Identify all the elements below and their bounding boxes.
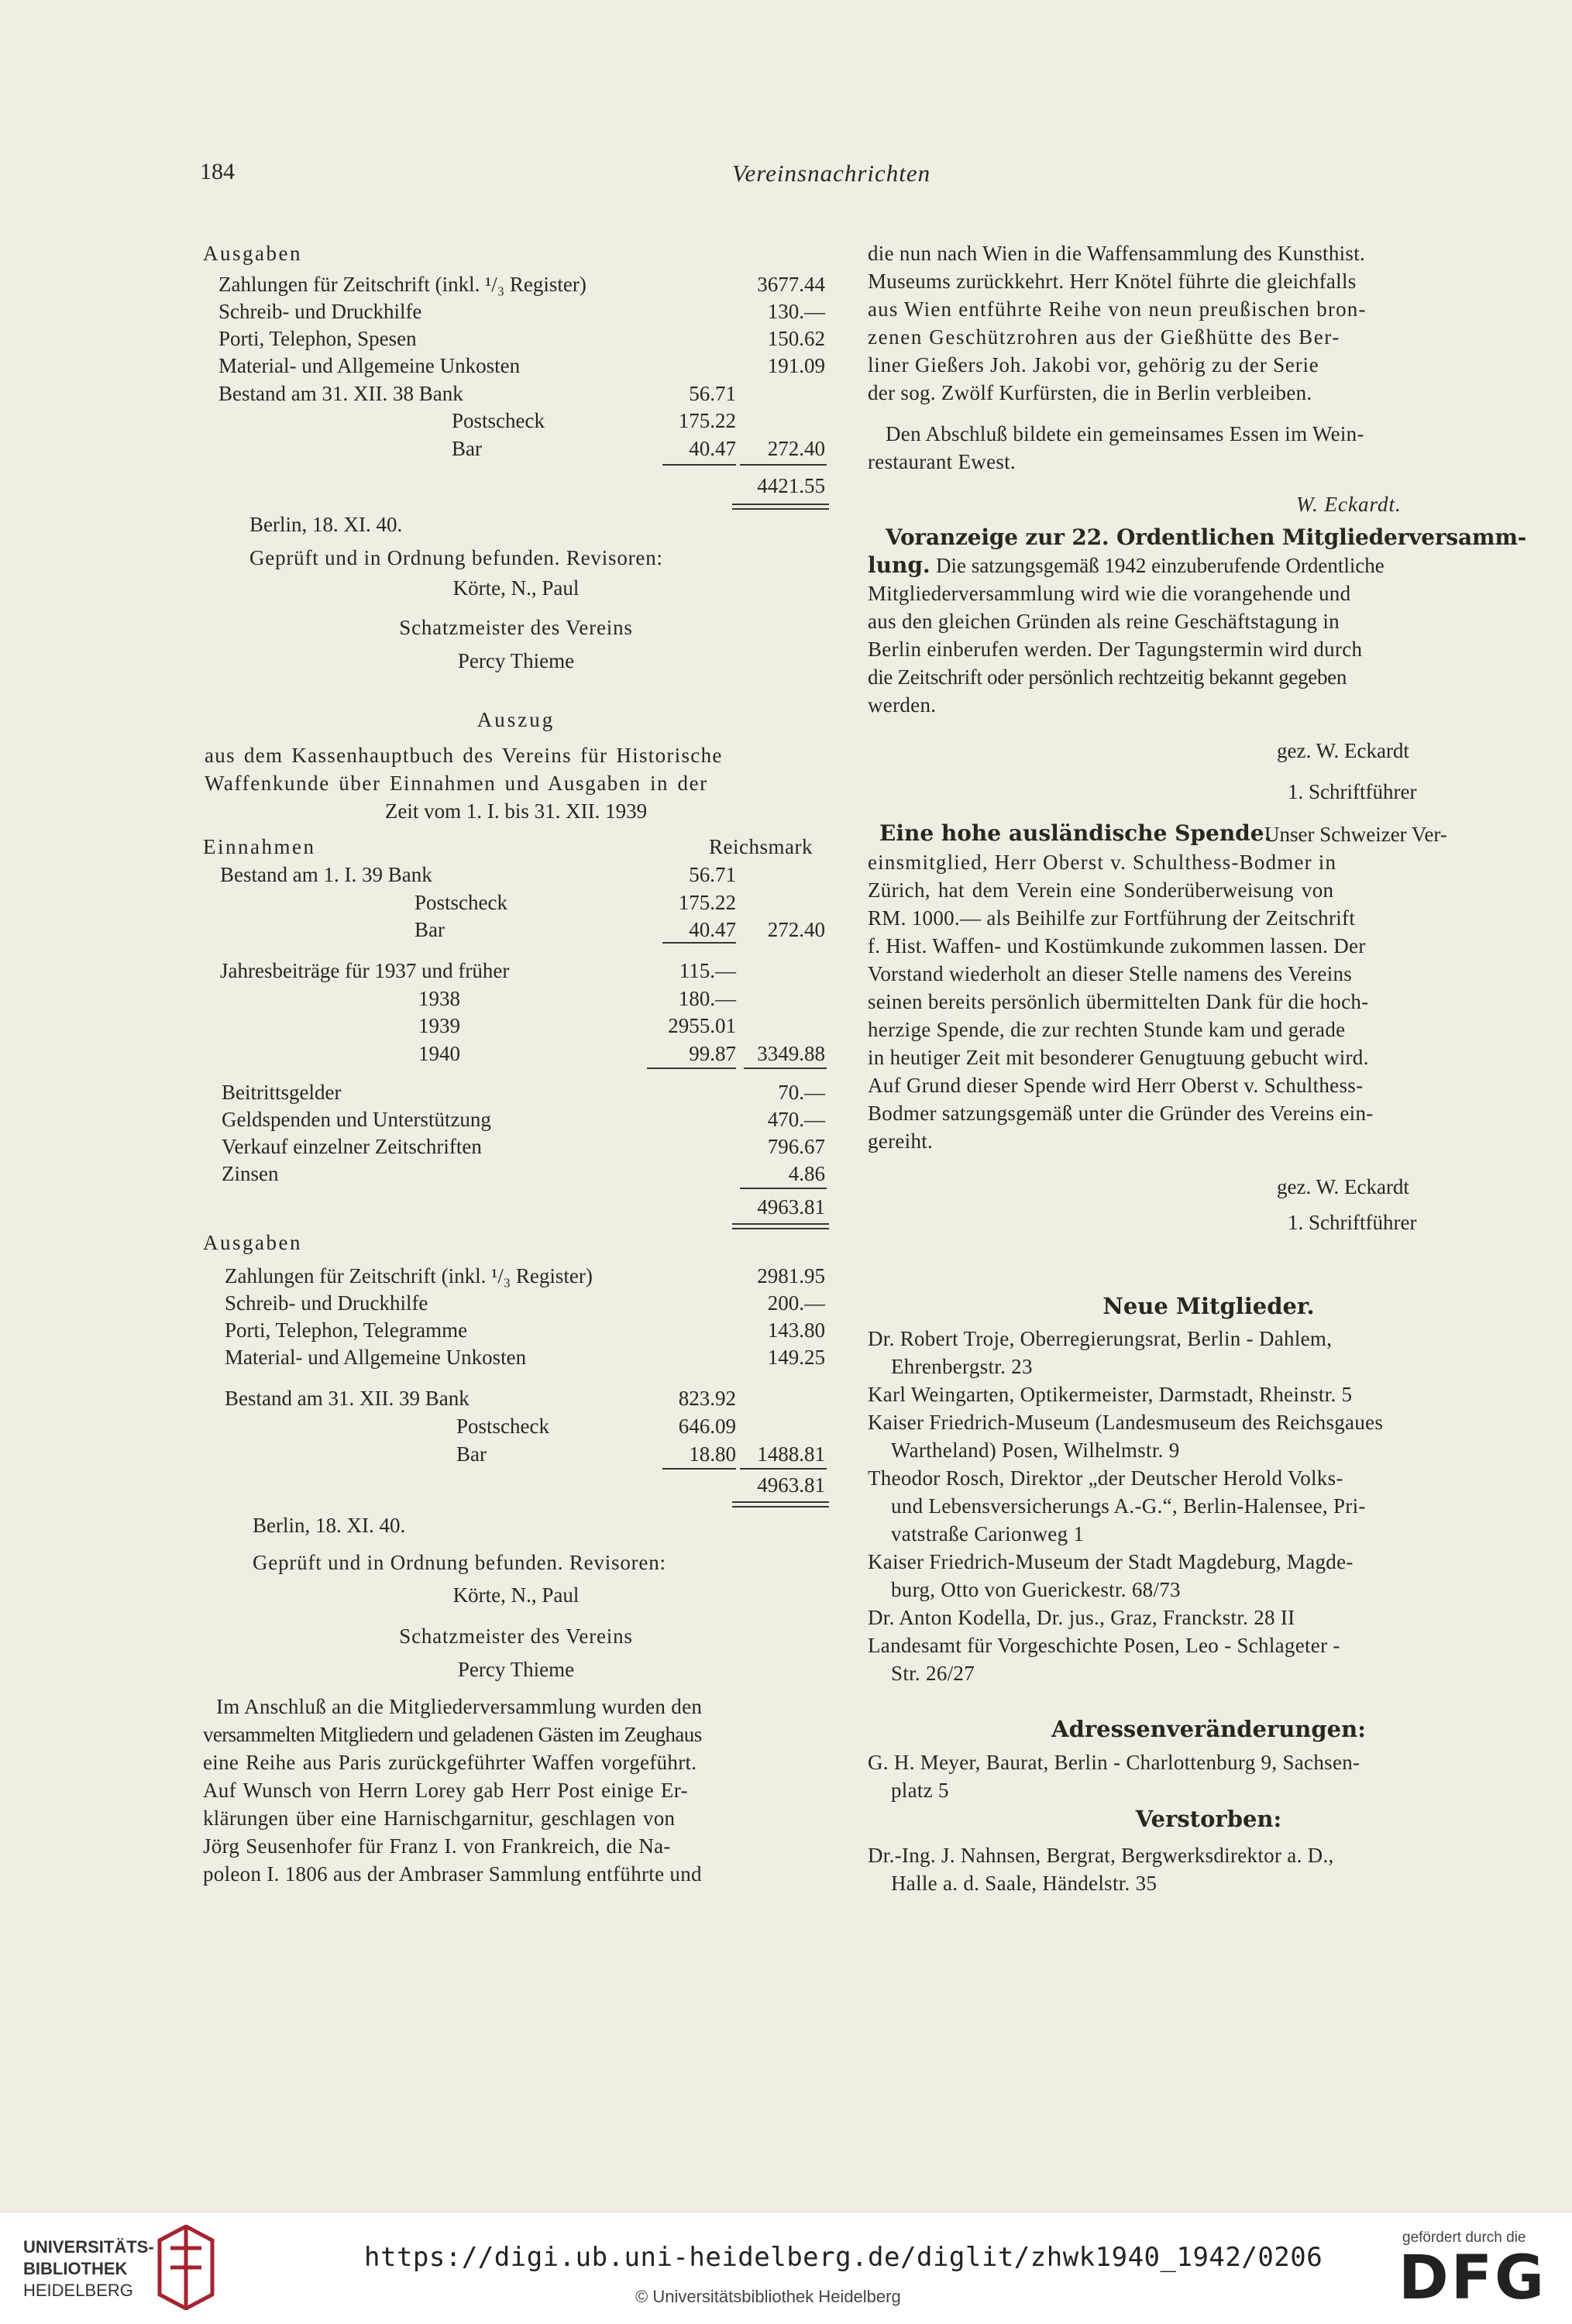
paragraph-line: Den Abschluß bildete ein gemeinsames Essen im Wein- bbox=[886, 422, 1364, 445]
double-rule bbox=[732, 1223, 829, 1225]
paragraph-line: poleon I. 1806 aus der Ambraser Sammlung entführte und bbox=[203, 1862, 702, 1886]
deceased-line: Dr.-Ing. J. Nahnsen, Bergrat, Bergwerksdirektor a. D., bbox=[868, 1844, 1334, 1867]
paragraph-line: in heutiger Zeit mit besonderer Genugtuung gebucht wird. bbox=[868, 1046, 1369, 1069]
paragraph-line: versammelten Mitgliedern und geladenen Gästen im Zeughaus bbox=[203, 1723, 702, 1746]
currency-label: Reichsmark bbox=[709, 835, 813, 858]
page-number: 184 bbox=[200, 159, 235, 184]
beitrag-amount: 180.— bbox=[678, 987, 736, 1010]
sum-rule bbox=[744, 1067, 827, 1069]
other-label: Verkauf einzelner Zeitschriften bbox=[222, 1135, 482, 1158]
double-rule bbox=[732, 1228, 829, 1229]
voranzeige-title: Voranzeige zur 22. Ordentlichen Mitgliederversamm- bbox=[886, 524, 1527, 550]
auditors-line: Geprüft und in Ordnung befunden. Revisoren: bbox=[253, 1551, 666, 1574]
bestand-amount: 40.47 bbox=[689, 437, 736, 460]
beitrag-label: 1938 bbox=[418, 987, 460, 1010]
table-row-label: Material- und Allgemeine Unkosten bbox=[218, 354, 521, 377]
sum-total: 4963.81 bbox=[757, 1195, 825, 1219]
section-heading-ausgaben: Ausgaben bbox=[203, 1231, 302, 1254]
other-total: 70.— bbox=[778, 1081, 825, 1104]
member-line: Dr. Anton Kodella, Dr. jus., Graz, Franckstr. 28 II bbox=[868, 1606, 1295, 1629]
bestand-amount: 175.22 bbox=[678, 409, 736, 432]
bestand-label: Bar bbox=[452, 437, 482, 460]
bestand-amount: 40.47 bbox=[689, 918, 736, 941]
running-title: Vereinsnachrichten bbox=[732, 160, 931, 187]
signature-place: Berlin, 18. XI. 40. bbox=[249, 513, 403, 536]
auditor-names: Körte, N., Paul bbox=[452, 1583, 580, 1607]
other-label: Beitrittsgelder bbox=[222, 1081, 342, 1104]
library-name: BIBLIOTHEK bbox=[23, 2259, 128, 2278]
bestand-label: Bar bbox=[414, 918, 445, 941]
paragraph-line: Auf Wunsch von Herrn Lorey gab Herr Post einige Er- bbox=[203, 1779, 688, 1802]
signature-role: 1. Schriftführer bbox=[1288, 1211, 1417, 1234]
sum-rule bbox=[662, 942, 736, 944]
paragraph-line: die Zeitschrift oder persönlich rechtzeitig bekannt gegeben bbox=[868, 665, 1347, 689]
member-line: Ehrenbergstr. 23 bbox=[891, 1355, 1033, 1378]
paragraph-line: zenen Geschützrohren aus der Gießhütte des Ber- bbox=[868, 325, 1340, 349]
signature: gez. W. Eckardt bbox=[1277, 1175, 1409, 1198]
library-name: UNIVERSITÄTS- bbox=[23, 2237, 154, 2257]
table-row-label: Zahlungen für Zeitschrift (inkl. ¹/₃ Register) bbox=[218, 273, 586, 296]
paragraph-line: Bodmer satzungsgemäß unter die Gründer des Vereins ein- bbox=[868, 1102, 1374, 1125]
other-total: 796.67 bbox=[767, 1135, 825, 1158]
paragraph-line: aus den gleichen Gründen als reine Geschäftstagung in bbox=[868, 610, 1340, 633]
table-row-total: 191.09 bbox=[767, 354, 825, 377]
paragraph-line: Berlin einberufen werden. Der Tagungstermin wird durch bbox=[868, 638, 1363, 661]
paragraph-line: klärungen über eine Harnischgarnitur, geschlagen von bbox=[203, 1807, 676, 1830]
sum-rule bbox=[662, 464, 736, 466]
bestand-total: 1488.81 bbox=[757, 1442, 825, 1466]
treasurer-role: Schatzmeister des Vereins bbox=[399, 1624, 633, 1648]
bestand-total: 272.40 bbox=[767, 437, 825, 460]
table-row-label: Porti, Telephon, Telegramme bbox=[225, 1318, 468, 1342]
table-row-total: 3677.44 bbox=[757, 273, 825, 296]
signature: gez. W. Eckardt bbox=[1277, 739, 1409, 762]
beitrag-amount: 115.— bbox=[679, 959, 736, 982]
paragraph-line: Im Anschluß an die Mitgliederversammlung wurden den bbox=[216, 1695, 703, 1718]
beitrag-total: 3349.88 bbox=[757, 1042, 825, 1065]
member-line: und Lebensversicherungs A.-G.“, Berlin-Halensee, Pri- bbox=[891, 1494, 1366, 1518]
table-row-total: 2981.95 bbox=[757, 1264, 825, 1287]
paragraph-line: Mitgliederversammlung wird wie die vorangehende und bbox=[868, 582, 1351, 605]
voranzeige-title: lung. bbox=[868, 552, 930, 578]
member-line: Kaiser Friedrich-Museum der Stadt Magdeburg, Magde- bbox=[868, 1550, 1354, 1573]
sum-rule bbox=[740, 464, 827, 466]
paragraph-line: Die satzungsgemäß 1942 einzuberufende Ordentliche bbox=[936, 554, 1385, 577]
member-line: vatstraße Carionweg 1 bbox=[891, 1522, 1085, 1545]
paragraph-line: eine Reihe aus Paris zurückgeführter Waffen vorgeführt. bbox=[203, 1751, 697, 1774]
spende-title: Eine hohe ausländische Spende. bbox=[879, 820, 1272, 846]
bestand-label: Bestand am 31. XII. 39 Bank bbox=[225, 1387, 470, 1410]
paragraph-line: aus Wien entführte Reihe von neun preußischen bron- bbox=[868, 297, 1367, 321]
auszug-title: Auszug bbox=[476, 708, 556, 731]
table-row-total: 149.25 bbox=[767, 1346, 825, 1369]
table-row-total: 150.62 bbox=[767, 327, 825, 350]
paragraph-line: Jörg Seusenhofer für Franz I. von Frankreich, die Na- bbox=[203, 1834, 671, 1858]
address-line: platz 5 bbox=[891, 1779, 949, 1802]
double-rule bbox=[732, 508, 829, 510]
deceased-line: Halle a. d. Saale, Händelstr. 35 bbox=[891, 1872, 1158, 1895]
table-row-total: 143.80 bbox=[767, 1318, 825, 1342]
library-logo-icon bbox=[155, 2225, 217, 2310]
member-line: Str. 26/27 bbox=[891, 1662, 975, 1685]
treasurer-role: Schatzmeister des Vereins bbox=[399, 616, 633, 639]
member-line: Wartheland) Posen, Wilhelmstr. 9 bbox=[891, 1439, 1180, 1462]
table-row-label: Schreib- und Druckhilfe bbox=[225, 1291, 428, 1315]
paragraph-line: gereiht. bbox=[868, 1129, 934, 1153]
signature: W. Eckardt. bbox=[1296, 493, 1402, 516]
dfg-logo: DFG bbox=[1398, 2243, 1547, 2313]
double-rule bbox=[732, 1501, 829, 1503]
bestand-amount: 175.22 bbox=[678, 891, 736, 914]
member-line: Landesamt für Vorgeschichte Posen, Leo - Schlageter - bbox=[868, 1634, 1340, 1657]
other-label: Zinsen bbox=[222, 1162, 279, 1185]
sum-rule bbox=[647, 1067, 736, 1069]
paragraph-line: die nun nach Wien in die Waffensammlung des Kunsthist. bbox=[868, 242, 1366, 265]
other-label: Geldspenden und Unterstützung bbox=[222, 1108, 491, 1131]
footer-bar bbox=[0, 2212, 1572, 2324]
bestand-total: 272.40 bbox=[767, 918, 825, 941]
bestand-label: Bar bbox=[456, 1442, 487, 1466]
beitrag-amount: 2955.01 bbox=[668, 1014, 736, 1037]
bestand-label: Postscheck bbox=[414, 891, 507, 914]
paragraph-line: Museums zurückkehrt. Herr Knötel führte die gleichfalls bbox=[868, 270, 1357, 293]
bestand-label: Postscheck bbox=[452, 409, 545, 432]
sum-total: 4421.55 bbox=[757, 474, 825, 497]
double-rule bbox=[732, 504, 829, 505]
verstorben-title: Verstorben: bbox=[1135, 1806, 1282, 1832]
paragraph-line: f. Hist. Waffen- und Kostümkunde zukommen lassen. Der bbox=[868, 934, 1366, 957]
bestand-amount: 646.09 bbox=[678, 1415, 736, 1438]
funded-by: gefördert durch die bbox=[1402, 2229, 1526, 2246]
auszug-desc: Waffenkunde über Einnahmen und Ausgaben in der bbox=[205, 772, 708, 795]
treasurer-name: Percy Thieme bbox=[457, 1658, 575, 1681]
sum-total: 4963.81 bbox=[757, 1473, 825, 1497]
auditor-names: Körte, N., Paul bbox=[452, 576, 580, 600]
sum-rule bbox=[740, 1468, 827, 1470]
auszug-desc: aus dem Kassenhauptbuch des Vereins für Historische bbox=[205, 744, 723, 767]
neue-mitglieder-title: Neue Mitglieder. bbox=[1102, 1293, 1315, 1319]
sum-rule bbox=[662, 1468, 736, 1470]
paragraph-line: herzige Spende, die zur rechten Stunde kam und gerade bbox=[868, 1018, 1346, 1041]
paragraph-line: werden. bbox=[868, 693, 937, 717]
table-row-total: 130.— bbox=[767, 300, 825, 323]
paragraph-line: restaurant Ewest. bbox=[868, 450, 1016, 473]
treasurer-name: Percy Thieme bbox=[457, 649, 575, 672]
section-heading-einnahmen: Einnahmen bbox=[203, 835, 316, 858]
address-line: G. H. Meyer, Baurat, Berlin - Charlottenburg 9, Sachsen- bbox=[868, 1751, 1360, 1774]
auszug-desc: Zeit vom 1. I. bis 31. XII. 1939 bbox=[384, 799, 648, 823]
beitrag-label: 1940 bbox=[418, 1042, 460, 1065]
paragraph-line: Auf Grund dieser Spende wird Herr Oberst v. Schulthess- bbox=[868, 1074, 1364, 1097]
paragraph-line: seinen bereits persönlich übermittelten Dank für die hoch- bbox=[868, 990, 1369, 1013]
sum-rule bbox=[740, 1188, 827, 1189]
bestand-amount: 823.92 bbox=[678, 1387, 736, 1410]
beitrag-label: Jahresbeiträge für 1937 und früher bbox=[220, 959, 510, 982]
member-line: burg, Otto von Guerickestr. 68/73 bbox=[891, 1578, 1181, 1601]
table-row-label: Material- und Allgemeine Unkosten bbox=[225, 1346, 527, 1369]
paragraph-line: RM. 1000.— als Beihilfe zur Fortführung der Zeitschrift bbox=[868, 906, 1356, 930]
adressen-title: Adressenveränderungen: bbox=[1051, 1716, 1366, 1742]
bestand-amount: 56.71 bbox=[689, 863, 736, 886]
bestand-amount: 18.80 bbox=[689, 1442, 736, 1466]
permalink[interactable]: https://digi.ub.uni-heidelberg.de/diglit/zhwk1940_1942/0206 bbox=[364, 2242, 1323, 2273]
table-row-total: 200.— bbox=[767, 1291, 825, 1315]
member-line: Dr. Robert Troje, Oberregierungsrat, Berlin - Dahlem, bbox=[868, 1327, 1333, 1350]
signature-role: 1. Schriftführer bbox=[1288, 780, 1417, 803]
table-row-label: Schreib- und Druckhilfe bbox=[218, 300, 422, 323]
table-row-label: Zahlungen für Zeitschrift (inkl. ¹/₃ Register) bbox=[225, 1264, 593, 1287]
double-rule bbox=[732, 1506, 829, 1508]
bestand-label: Bestand am 1. I. 39 Bank bbox=[220, 863, 432, 886]
paragraph-line: der sog. Zwölf Kurfürsten, die in Berlin verbleiben. bbox=[868, 381, 1312, 404]
section-heading-ausgaben: Ausgaben bbox=[203, 242, 302, 265]
member-line: Karl Weingarten, Optikermeister, Darmstadt, Rheinstr. 5 bbox=[868, 1383, 1353, 1406]
other-total: 4.86 bbox=[788, 1162, 825, 1185]
signature-place: Berlin, 18. XI. 40. bbox=[253, 1514, 406, 1537]
library-name: HEIDELBERG bbox=[23, 2281, 133, 2300]
paragraph-line: einsmitglied, Herr Oberst v. Schulthess-Bodmer in bbox=[868, 851, 1337, 874]
bestand-label: Bestand am 31. XII. 38 Bank bbox=[218, 382, 463, 405]
member-line: Theodor Rosch, Direktor „der Deutscher Herold Volks- bbox=[868, 1466, 1343, 1490]
bestand-amount: 56.71 bbox=[689, 382, 736, 405]
bestand-label: Postscheck bbox=[456, 1415, 549, 1438]
paragraph-line: Vorstand wiederholt an dieser Stelle namens des Vereins bbox=[868, 962, 1353, 985]
beitrag-label: 1939 bbox=[418, 1014, 460, 1037]
paragraph-line: liner Gießers Joh. Jakobi vor, gehörig zu der Serie bbox=[868, 353, 1319, 376]
beitrag-amount: 99.87 bbox=[689, 1042, 736, 1065]
auditors-line: Geprüft und in Ordnung befunden. Revisoren: bbox=[249, 546, 663, 569]
copyright: © Universitätsbibliothek Heidelberg bbox=[635, 2287, 901, 2306]
table-row-label: Porti, Telephon, Spesen bbox=[218, 327, 417, 350]
paragraph-line: Unser Schweizer Ver- bbox=[1264, 823, 1447, 846]
other-total: 470.— bbox=[767, 1108, 825, 1131]
member-line: Kaiser Friedrich-Museum (Landesmuseum des Reichsgaues bbox=[868, 1411, 1384, 1434]
paragraph-line: Zürich, hat dem Verein eine Sonderüberweisung von bbox=[868, 878, 1334, 902]
